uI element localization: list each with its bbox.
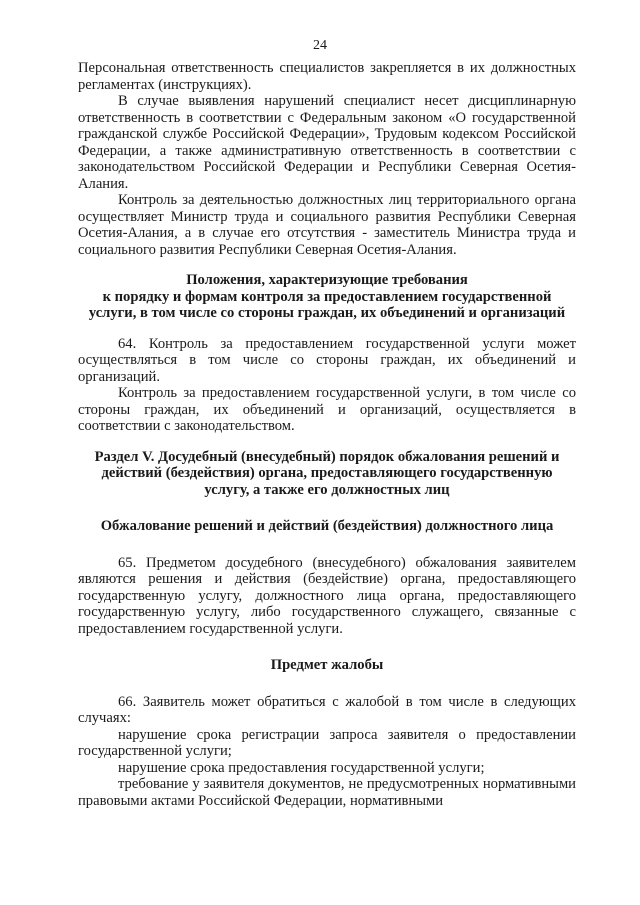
- heading-line: действий (бездействия) органа, предоставляющего государственную: [101, 465, 553, 481]
- paragraph-65: 65. Предметом досудебного (внесудебного) обжалования заявителем являются решения и действия (бездействие) органа, предоставляющего государственную услугу, должностного лица органа, предоставляющего государственную услугу, либо государственного служащего, связанные с предоставлением государственной услуги.: [78, 554, 576, 637]
- list-item-registration-deadline: нарушение срока регистрации запроса заявителя о предоставлении государственной услуги;: [78, 726, 576, 759]
- page-number: 24: [313, 38, 327, 53]
- paragraph-64: 64. Контроль за предоставлением государственной услуги может осуществляться в том числе со стороны граждан, их объединений и организаций.: [78, 335, 576, 385]
- heading-line: услугу, а также его должностных лиц: [204, 481, 450, 498]
- heading-section-v: [78, 449, 576, 499]
- heading-complaint-subject: Предмет жалобы: [270, 657, 384, 673]
- paragraph-violations: В случае выявления нарушений специалист несет дисциплинарную ответственность в соответствии с Федеральным законом «О государственной гражданской службе Российской Федерации», Трудовым кодексом Российской Федерации, а также административную ответственность в соответствии с законодательством Российской Федерации и Республики Северная Осетия-Алания.: [78, 93, 576, 192]
- heading-line: к порядку и формам контроля за предоставлением государственной: [102, 288, 552, 305]
- paragraph-control-officials: Контроль за деятельностью должностных лиц территориального органа осуществляет Министр труда и социального развития Республики Северная Осетия-Алания, а в случае его отсутствия - заместитель Министра труда и социального развития Республики Северная Осетия-Алания.: [78, 192, 576, 258]
- paragraph-responsibility: Персональная ответственность специалистов закрепляется в их должностных регламентах (инструкциях).: [78, 60, 576, 93]
- heading-control-provisions: [78, 272, 576, 322]
- heading-line: Положения, характеризующие требования: [186, 272, 468, 288]
- page-content: [78, 60, 576, 809]
- paragraph-66: 66. Заявитель может обратиться с жалобой в том числе в следующих случаях:: [78, 693, 576, 726]
- heading-line: услуги, в том числе со стороны граждан, их объединений и организаций: [88, 305, 566, 321]
- list-item-documents-requirement: требование у заявителя документов, не предусмотренных нормативными правовыми актами Российской Федерации, нормативными: [78, 776, 576, 809]
- heading-line: Раздел V. Досудебный (внесудебный) порядок обжалования решений и: [94, 448, 560, 465]
- paragraph-control-citizens: Контроль за предоставлением государственной услуги, в том числе со стороны граждан, их объединений и организаций, осуществляется в соответствии с законодательством.: [78, 385, 576, 434]
- heading-appeal-official: Обжалование решений и действий (бездействия) должностного лица: [100, 518, 554, 534]
- list-item-service-deadline: нарушение срока предоставления государственной услуги;: [118, 759, 485, 776]
